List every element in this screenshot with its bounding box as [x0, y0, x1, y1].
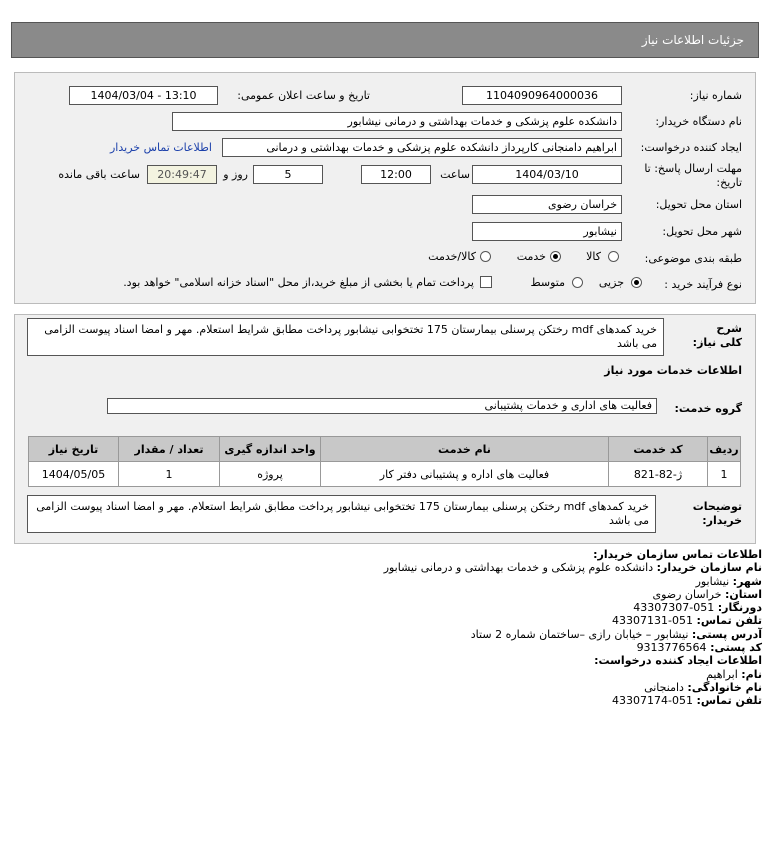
need-number-field: 1104090964000036	[462, 86, 622, 105]
service-group-label: گروه خدمت:	[674, 402, 742, 415]
days-field: 5	[253, 165, 323, 184]
contact-org-row	[22, 561, 762, 574]
announce-field: 1404/03/04 - 13:10	[69, 86, 218, 105]
contact-postal-row	[22, 641, 762, 654]
category-service-label: خدمت	[516, 250, 546, 263]
deadline-label: مهلت ارسال پاسخ: تا تاریخ:	[644, 162, 742, 189]
page-header	[11, 22, 759, 58]
category-both-label: کالا/خدمت	[428, 250, 476, 263]
contact-postal-label: کد پستی:	[710, 641, 762, 655]
services-table	[28, 436, 741, 487]
treasury-checkbox[interactable]	[480, 276, 492, 288]
need-number-label: شماره نیاز:	[689, 89, 742, 102]
contact-province-label: استان:	[725, 587, 762, 601]
process-minor-radio[interactable]	[631, 277, 642, 288]
category-label: طبقه بندی موضوعی:	[644, 252, 742, 265]
deadline-time-label: ساعت	[440, 168, 470, 181]
cell-unit: پروژه	[220, 462, 321, 487]
deadline-time-field: 12:00	[361, 165, 431, 184]
contact-fax-row	[22, 601, 762, 614]
contact-address-label: آدرس پستی:	[691, 627, 762, 641]
creator-family-label: نام خانوادگی:	[687, 680, 762, 694]
contact-phone-row	[22, 614, 762, 627]
creator-phone-value: 051-43307174	[612, 694, 694, 708]
creator-name-row	[22, 668, 762, 681]
table-header-row	[29, 437, 741, 462]
category-both-radio[interactable]	[480, 251, 491, 262]
creator-name-value: ابراهیم	[706, 667, 738, 681]
contact-city-value: نیشابور	[695, 574, 730, 588]
contact-title: اطلاعات تماس سازمان خریدار:	[593, 548, 762, 561]
creator-family-row	[22, 681, 762, 694]
process-minor-label: جزیی	[598, 276, 624, 289]
page-title: جزئیات اطلاعات نیاز	[641, 33, 744, 47]
creator-field: ابراهیم دامنجانی کارپرداز دانشکده علوم پزشکی و خدمات بهداشتی و درمانی	[222, 138, 622, 157]
contact-city-label: شهر:	[732, 574, 762, 588]
cell-need-date: 1404/05/05	[29, 462, 119, 487]
contact-phone-value: 051-43307131	[612, 614, 694, 628]
buyer-org-label: نام دستگاه خریدار:	[655, 115, 742, 128]
province-label: استان محل تحویل:	[655, 198, 742, 211]
creator-phone-row	[22, 694, 762, 707]
buyer-notes-label: توضیحات خریدار:	[692, 500, 742, 527]
cell-service-name: فعالیت های اداره و پشتیبانی دفتر کار	[321, 462, 609, 487]
contact-fax-value: 051-43307307	[633, 601, 715, 615]
city-field: نیشابور	[472, 222, 622, 241]
service-group-field: فعالیت های اداری و خدمات پشتیبانی	[107, 398, 657, 414]
contact-section	[22, 548, 762, 708]
payment-note: پرداخت تمام یا بخشی از مبلغ خرید،از محل "اسناد خزانه اسلامی" خواهد بود.	[123, 276, 474, 289]
contact-city-row	[22, 575, 762, 588]
contact-address-row	[22, 628, 762, 641]
col-quantity: تعداد / مقدار	[119, 437, 220, 462]
table-row	[29, 462, 741, 487]
col-service-code: کد خدمت	[609, 437, 708, 462]
summary-text: خرید کمدهای mdf رختکن پرسنلی بیمارستان 175 تختخوابی نیشابور پرداخت مطابق شرایط استعلام. مهر و امضا اسناد پیوست الزامی می باشد	[27, 318, 664, 356]
buyer-notes-text: خرید کمدهای mdf رختکن پرسنلی بیمارستان 175 تختخوابی نیشابور پرداخت مطابق شرایط استعلام. مهر و امضا اسناد پیوست الزامی می باشد	[27, 495, 656, 533]
buyer-org-field: دانشکده علوم پزشکی و خدمات بهداشتی و درمانی نیشابور	[172, 112, 622, 131]
col-unit: واحد اندازه گیری	[220, 437, 321, 462]
contact-province-value: خراسان رضوی	[652, 587, 722, 601]
contact-phone-label: تلفن تماس:	[696, 614, 762, 628]
buyer-contact-link[interactable]: اطلاعات تماس خریدار	[110, 141, 212, 154]
summary-label: شرح کلی نیاز:	[692, 322, 742, 349]
cell-row-number: 1	[708, 462, 741, 487]
process-label: نوع فرآیند خرید :	[664, 278, 742, 291]
city-label: شهر محل تحویل:	[662, 225, 742, 238]
contact-postal-value: 9313776564	[636, 641, 707, 655]
category-goods-radio[interactable]	[608, 251, 619, 262]
deadline-date-field: 1404/03/10	[472, 165, 622, 184]
contact-province-row	[22, 588, 762, 601]
services-title: اطلاعات خدمات مورد نیاز	[604, 364, 742, 377]
contact-org-label: نام سازمان خریدار:	[656, 561, 762, 575]
process-medium-label: متوسط	[530, 276, 565, 289]
creator-phone-label: تلفن تماس:	[696, 694, 762, 708]
remaining-label: ساعت باقی مانده	[58, 168, 140, 181]
remaining-time-field: 20:49:47	[147, 165, 217, 184]
cell-service-code: ژ-82-821	[609, 462, 708, 487]
contact-address-value: نیشابور – خیابان رازی –ساختمان شماره 2 ستاد	[470, 627, 689, 641]
creator-name-label: نام:	[741, 667, 762, 681]
creator-info-title: اطلاعات ایجاد کننده درخواست:	[594, 654, 762, 668]
process-medium-radio[interactable]	[572, 277, 583, 288]
col-row-number: ردیف	[708, 437, 741, 462]
contact-fax-label: دورنگار:	[717, 601, 762, 615]
contact-org-value: دانشکده علوم پزشکی و خدمات بهداشتی و درمانی نیشابور	[383, 561, 654, 575]
creator-label: ایجاد کننده درخواست:	[640, 141, 742, 154]
category-service-radio[interactable]	[550, 251, 561, 262]
cell-quantity: 1	[119, 462, 220, 487]
category-goods-label: کالا	[586, 250, 601, 263]
province-field: خراسان رضوی	[472, 195, 622, 214]
creator-family-value: دامنجانی	[644, 680, 684, 694]
col-service-name: نام خدمت	[321, 437, 609, 462]
col-need-date: تاریخ نیاز	[29, 437, 119, 462]
announce-label: تاریخ و ساعت اعلان عمومی:	[237, 89, 370, 102]
days-label: روز و	[223, 168, 248, 181]
